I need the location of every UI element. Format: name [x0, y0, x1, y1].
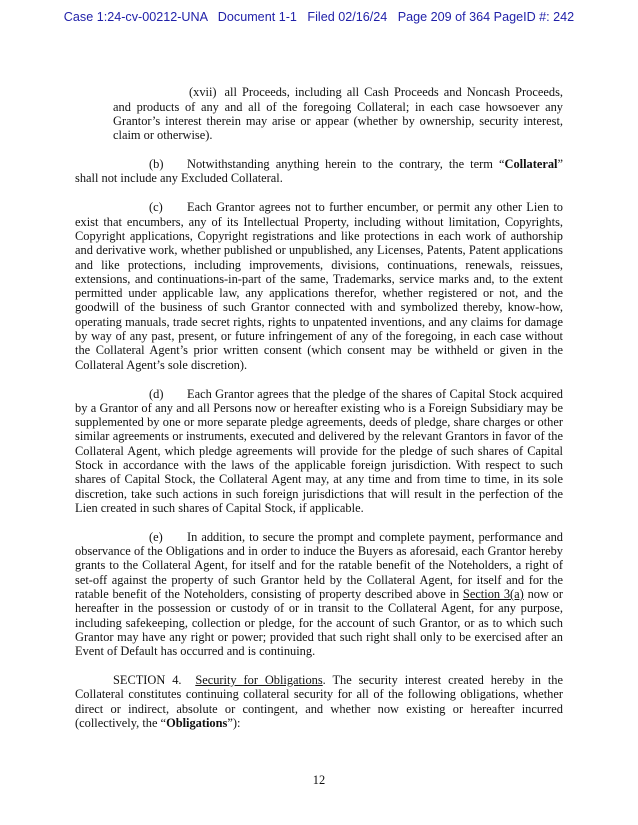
section-text: ”): — [227, 715, 241, 730]
clause-text: ” shall not include any Excluded Collateral. — [75, 157, 563, 186]
section-label: SECTION 4. — [113, 673, 182, 688]
page-info: Page 209 of 364 PageID #: 242 — [397, 10, 575, 24]
clause-b — [75, 157, 563, 186]
document-body — [75, 73, 563, 745]
case-number: Case 1:24-cv-00212-UNA — [63, 10, 208, 24]
clause-xvii — [113, 85, 563, 142]
clause-label: (e) — [149, 529, 163, 544]
section-4 — [75, 673, 563, 730]
clause-label: (b) — [149, 157, 164, 172]
clause-text: all Proceeds, including all Cash Proceeds and Noncash Proceeds, and products of any and all of the foregoing Collateral; in each case howsoever any Grantor’s interest therein may arise or appear (whether by ownership, security interest, claim or otherwise). — [113, 85, 563, 143]
clause-e — [75, 530, 563, 659]
clause-c — [75, 200, 563, 372]
defined-term: Collateral — [504, 157, 558, 172]
clause-text: In addition, to secure the prompt and complete payment, performance and observance of the Obligations and in order to induce the Buyers as aforesaid, each Grantor hereby grants to the Collateral Agent, for itself and for the ratable benefit of the Noteholders, a right of set-off against the property of such Grantor held by the Collateral Agent, for itself and for the ratable benefit of the Noteholders, consisting of property described above in — [75, 529, 563, 601]
section-reference-link[interactable]: Section 3(a) — [462, 586, 524, 601]
clause-text: Notwithstanding anything herein to the contrary, the term “ — [187, 157, 505, 172]
clause-text: Each Grantor agrees not to further encumber, or permit any other Lien to exist that encumbers, any of its Intellectual Property, including without limitation, Copyrights, Copyright applications, Copyright registrations and like protections in each work of authorship and derivative work, whether published or unpublished, any Licenses, Patents, Patent applications and like protections, including improvements, divisions, continuations, renewals, reissues, extensions, and continuations-in-part of the same, Trademarks, service marks and, to the extent permitted under applicable law, any applications therefor, whether registered or not, and the goodwill of the business of such Grantor connected with and symbolized thereby, know-how, operating manuals, trade secret rights, rights to unpatented inventions, and any claims for damage by way of any past, present, or future infringement of any of the foregoing, in each case without the Collateral Agent’s prior written consent (which consent may be withheld or given in the Collateral Agent’s sole discretion). — [75, 200, 563, 372]
section-title: Security for Obligations — [195, 673, 323, 688]
clause-d — [75, 387, 563, 516]
clause-label: (xvii) — [189, 85, 217, 100]
clause-text: Each Grantor agrees that the pledge of the shares of Capital Stock acquired by a Grantor of any and all Persons now or hereafter existing who is a Foreign Subsidiary may be supplemented by one or more separate pledge agreements, deeds of pledge, share charges or other similar agreements or instruments, executed and delivered by the relevant Grantors in favor of the Collateral Agent, which pledge agreements will provide for the pledge of such shares of Capital Stock in accordance with the laws of the applicable foreign jurisdiction. With respect to such shares of Capital Stock, the Collateral Agent may, at any time and from time to time, in its sole discretion, take such actions in such foreign jurisdictions that will result in the perfection of the Lien created in such shares of Capital Stock, if applicable. — [75, 386, 563, 515]
case-header — [0, 10, 638, 24]
defined-term: Obligations — [166, 715, 228, 730]
page-number: 12 — [312, 773, 326, 787]
filed-date: Filed 02/16/24 — [307, 10, 388, 24]
document-number: Document 1-1 — [217, 10, 297, 24]
section-text: . The security interest created hereby in the Collateral constitutes continuing collateral security for all of the following obligations, whether direct or indirect, absolute or contingent, and whether now existing or hereafter incurred (collectively, the “ — [75, 673, 564, 730]
clause-text: now or hereafter in the possession or custody of or in transit to the Collateral Agent, for any purpose, including safekeeping, collection or pledge, for the account of such Grantor, or as to which such Grantor may have any right or power; provided that such right shall only to be exercised after an Event of Default has occurred and is continuing. — [75, 586, 564, 659]
clause-label: (d) — [149, 386, 164, 401]
clause-label: (c) — [149, 200, 163, 215]
